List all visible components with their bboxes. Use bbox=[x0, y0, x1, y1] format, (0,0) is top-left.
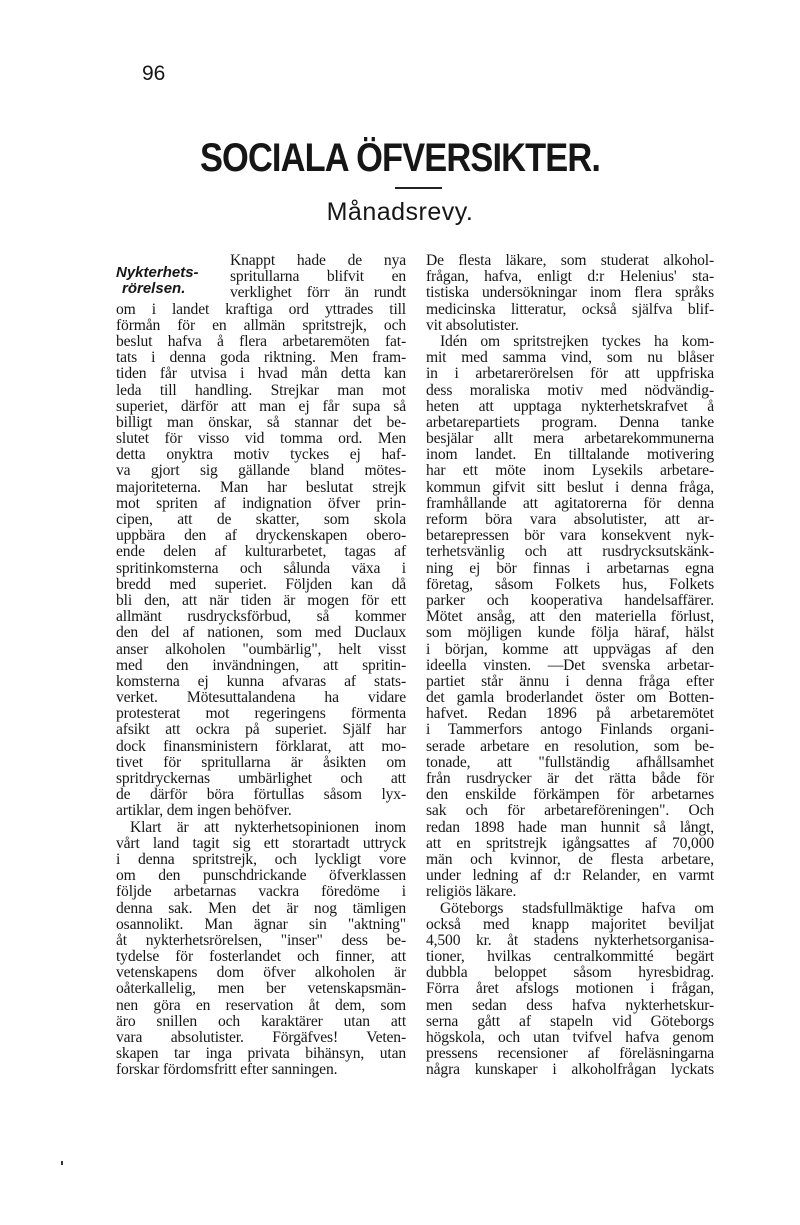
text-line: majoriteterna. Man har beslutat strejk bbox=[116, 478, 406, 496]
text-line: komsterna ej kunna afvaras af stats- bbox=[116, 672, 406, 690]
text-line: serade arbetare en resolution, som be- bbox=[426, 737, 714, 755]
text-line: superiet, därför att man ej får supa så bbox=[116, 397, 406, 415]
text-line: skapen tar inga privata bihänsyn, utan bbox=[116, 1045, 406, 1063]
text-line: Knappt hade de nya bbox=[230, 252, 406, 269]
text-line: som möjligen kunde följa häraf, hälst bbox=[426, 624, 714, 642]
text-line: reform böra vara absolutister, att ar- bbox=[426, 511, 714, 528]
text-line: dock finansministern förklarat, att mo- bbox=[116, 737, 406, 755]
text-line: beslut hafva å flera arbetaremöten fat- bbox=[116, 332, 406, 350]
text-line: tioner, hvilkas centralkommitté begärt bbox=[426, 948, 714, 966]
text-line: spritullarna blifvit en bbox=[230, 268, 406, 286]
text-line: Idén om spritstrejken tyckes ha kom- bbox=[440, 332, 714, 350]
text-line: allmänt rusdrycksförbud, så kommer bbox=[116, 608, 406, 626]
text-line: högskola, och utan tvifvel hafva genom bbox=[426, 1029, 714, 1046]
text-line: män och kvinnor, de flesta arbetare, bbox=[426, 850, 714, 868]
text-line: de därför böra förtullas såsom lyx- bbox=[116, 786, 406, 804]
text-line: 4,500 kr. åt stadens nykterhetsorganisa- bbox=[426, 931, 714, 949]
text-line: företag, såsom Folkets hus, Folkets bbox=[426, 575, 714, 593]
text-line: om i landet kraftiga ord yttrades till bbox=[116, 300, 406, 318]
text-line: denna sak. Men det är nog tämligen bbox=[116, 899, 406, 917]
left-column bbox=[116, 253, 406, 1079]
text-line: om den punschdrickande öfverklassen bbox=[116, 867, 406, 885]
text-line: tiden får utvisa i hvad mån detta kan bbox=[116, 365, 406, 383]
text-line: uppbära den af dryckenskapen obero- bbox=[116, 527, 406, 545]
text-line: vårt land tagit sig ett storartadt uttryck bbox=[116, 834, 406, 852]
text-line: De flesta läkare, som studerat alkohol- bbox=[426, 252, 714, 269]
text-line: ende delen af kulturarbetet, tagas af bbox=[116, 543, 406, 561]
text-line: medicinska litteratur, också själfva blif- bbox=[426, 300, 714, 318]
text-line: terhetsvänlig och att rusdrycksutskänk- bbox=[426, 543, 714, 561]
text-line: ning ej bör finnas i arbetarnas egna bbox=[426, 559, 714, 577]
text-line: heten att upptaga nykterhetskrafvet å bbox=[426, 397, 714, 415]
text-line: verklighet förr än rundt bbox=[230, 284, 406, 302]
text-line: artiklar, dem ingen behöfver. bbox=[116, 802, 292, 820]
text-line: bredd med superiet. Följden kan då bbox=[116, 575, 406, 593]
text-line: kommun gifvit sitt beslut i denna fråga, bbox=[426, 478, 714, 496]
text-line: mot spriten af indignation öfver prin- bbox=[116, 494, 406, 512]
text-line: forskar fördomsfritt efter sanningen. bbox=[116, 1061, 338, 1079]
text-line: verket. Mötesuttalandena ha vidare bbox=[116, 689, 406, 707]
text-line: tivet för spritullarna är åsikten om bbox=[116, 753, 406, 771]
text-line: Mötet ansåg, att den materiella förlust, bbox=[426, 608, 714, 626]
text-line: den del af nationen, som med Duclaux bbox=[116, 624, 406, 642]
text-line: från rusdrycker är det rätta både för bbox=[426, 770, 714, 787]
text-line: följde arbetarnas vackra föredöme i bbox=[116, 883, 406, 901]
text-line: det gamla broderlandet öster om Botten- bbox=[426, 689, 714, 707]
text-line: inom landet. En tilltalande motivering bbox=[426, 446, 714, 464]
text-line: i början, komme att uppvägas af den bbox=[426, 640, 714, 658]
text-line: tonade, att "fullständig afhållsamhet bbox=[426, 753, 714, 771]
text-line: besjälar allt mera arbetarekommunerna bbox=[426, 430, 714, 448]
text-line: oåterkallelig, men ber vetenskapsmän- bbox=[116, 980, 406, 998]
text-line: tydelse för fosterlandet och finner, att bbox=[116, 948, 406, 966]
text-line: osannolikt. Man ägnar sin "aktning" bbox=[116, 915, 406, 933]
text-line: också med knapp majoritet beviljat bbox=[426, 915, 714, 933]
text-line: protesterat mot regeringens förmenta bbox=[116, 705, 406, 723]
text-line: dess moraliska motiv med nödvändig- bbox=[426, 381, 714, 399]
text-line: leda till handling. Strejkar man mot bbox=[116, 381, 406, 399]
text-line: tistiska undersökningar inom flera språks bbox=[426, 284, 714, 302]
right-column bbox=[426, 253, 714, 1079]
text-line: sak och för arbetareföreningen". Och bbox=[426, 802, 714, 820]
page-number: 96 bbox=[142, 62, 166, 85]
ink-speck bbox=[61, 1161, 63, 1165]
text-line: parker och kooperativa handelsaffärer. bbox=[426, 591, 714, 609]
margin-heading-line: Nykterhets- bbox=[116, 264, 199, 281]
title-divider bbox=[395, 187, 442, 189]
text-line: vit absolutister. bbox=[426, 316, 519, 334]
text-line: i denna spritstrejk, och lyckligt vore bbox=[116, 850, 406, 868]
text-line: att en spritstrejk igångsattes af 70,000 bbox=[426, 834, 714, 852]
text-line: hafvet. Redan 1896 på arbetaremötet bbox=[426, 705, 714, 723]
text-line: dubbla beloppet såsom hyresbidrag. bbox=[426, 964, 714, 982]
text-line: i Tammerfors antogo Finlands organi- bbox=[426, 721, 714, 739]
text-line: partiet står ännu i denna fråga efter bbox=[426, 672, 714, 690]
text-line: äro snillen och karaktärer utan att bbox=[116, 1012, 406, 1030]
text-line: betarepressen bör vara konsekvent nyk- bbox=[426, 527, 714, 545]
text-line: cipen, att de skatter, som skola bbox=[116, 511, 406, 528]
text-line: spritinkomsterna och sålunda växa i bbox=[116, 559, 406, 577]
text-line: in i arbetarerörelsen för att uppfriska bbox=[426, 365, 714, 383]
text-line: spritdryckernas umbärlighet och att bbox=[116, 770, 406, 787]
text-line: framhållande att agitatorerna för denna bbox=[426, 494, 714, 512]
text-line: billigt man önskar, så stannar det be- bbox=[116, 413, 406, 431]
text-line: nen göra en reservation åt dem, som bbox=[116, 996, 406, 1014]
text-line: afsikt att ockra på superiet. Själf har bbox=[116, 721, 406, 739]
text-line: detta onyktra motiv tyckes ej haf- bbox=[116, 446, 406, 464]
text-line: slutet för visso vid tomma ord. Men bbox=[116, 430, 406, 448]
text-line: bli den, att när tiden är mogen för ett bbox=[116, 591, 406, 609]
text-line: den enskilde förkämpen för arbetarnes bbox=[426, 786, 714, 804]
text-line: men sedan dess hafva nykterhetskur- bbox=[426, 996, 714, 1014]
text-line: ideella vinsten. —Det svenska arbetar- bbox=[426, 656, 714, 674]
margin-heading-line: rörelsen. bbox=[122, 280, 186, 297]
text-line: arbetarepartiets program. Denna tanke bbox=[426, 413, 714, 431]
text-line: serna gått af stapeln vid Göteborgs bbox=[426, 1012, 714, 1030]
text-line: några kunskaper i alkoholfrågan lyckats bbox=[426, 1061, 714, 1079]
text-line: med den invändningen, att spritin- bbox=[116, 656, 406, 674]
text-line: har ett möte inom Lysekils arbetare- bbox=[426, 462, 714, 480]
text-line: pressens recensioner af föreläsningarna bbox=[426, 1045, 714, 1063]
text-line: frågan, hafva, enligt d:r Helenius' sta- bbox=[426, 268, 714, 286]
section-title: SOCIALA ÖFVERSIKTER. bbox=[199, 136, 601, 180]
text-line: Göteborgs stadsfullmäktige hafva om bbox=[440, 899, 714, 917]
text-line: vetenskapens dom öfver alkoholen är bbox=[116, 964, 406, 982]
text-line: redan 1898 hade man hunnit så långt, bbox=[426, 818, 714, 836]
text-line: Klart är att nykterhetsopinionen inom bbox=[130, 818, 406, 836]
text-line: vara absolutister. Förgäfves! Veten- bbox=[116, 1029, 406, 1046]
text-line: religiös läkare. bbox=[426, 883, 517, 901]
text-line: under ledning af d:r Relander, en varmt bbox=[426, 867, 714, 885]
text-line: anser alkoholen "oumbärlig", helt visst bbox=[116, 640, 406, 658]
text-line: tats i denna goda riktning. Men fram- bbox=[116, 349, 406, 367]
text-line: Förra året afslogs motionen i frågan, bbox=[426, 980, 714, 998]
text-line: förmån för en allmän spritstrejk, och bbox=[116, 316, 406, 334]
subtitle: Månadsrevy. bbox=[326, 198, 474, 226]
text-line: åt nykterhetsrörelsen, "inser" dess be- bbox=[116, 931, 406, 949]
text-line: va gjort sig gällande bland mötes- bbox=[116, 462, 406, 480]
text-line: mit med samma vind, som nu blåser bbox=[426, 349, 714, 367]
